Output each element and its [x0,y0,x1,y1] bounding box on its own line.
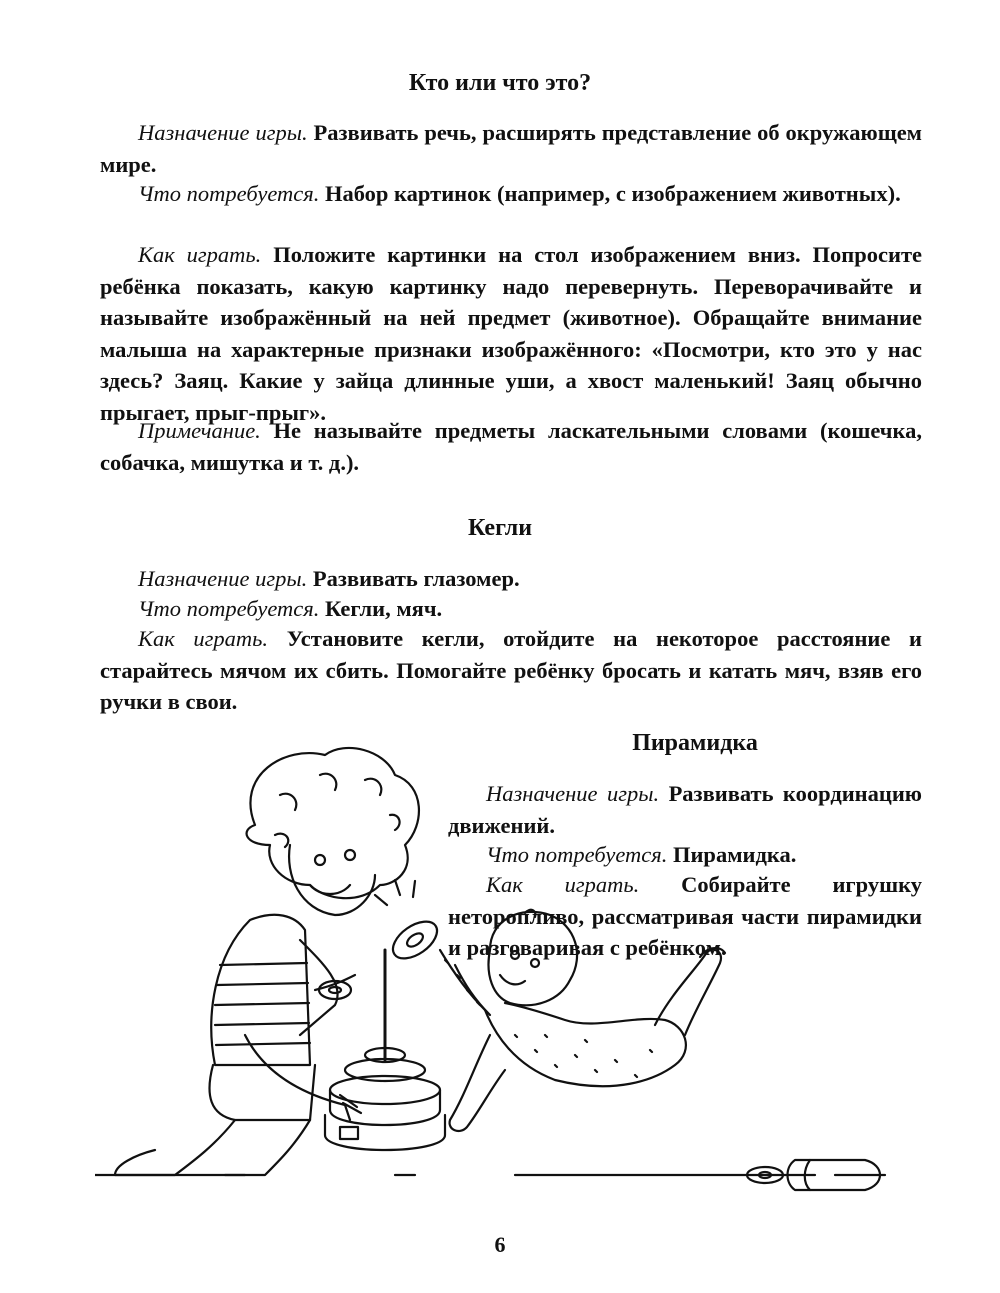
paragraph-text: Развивать координацию движений. [448,781,922,838]
paragraph-text: Набор картинок (например, с изображением животных). [319,181,901,206]
paragraph [100,178,922,210]
section-title: Кто или что это? [408,70,592,96]
mother-baby-pyramid-drawing-icon [95,735,895,1215]
paragraph [100,593,922,625]
paragraph [100,117,922,180]
paragraph-text: Положите картинки на стол изображением вниз. Попросите ребёнка показать, какую картинку надо перевернуть. Переворачивайте и называйте изображённый на ней предмет (животное). Обращайте внимание малыша на характерные признаки изображённого: «Посмотри, кто это у нас здесь? Заяц. Какие у зайца длинные уши, а хвост маленький! Заяц обычно прыгает, прыг-прыг». [100,242,923,425]
paragraph-text: Не называйте предметы ласкательными словами (кошечка, собачка, мишутка и т. д.). [100,418,922,475]
paragraph-text: Собирайте игрушку неторопливо, рассматривая части пирамидки и разговаривая с ребёнком. [448,872,922,960]
paragraph-text: Кегли, мяч. [319,596,443,621]
paragraph-lead: Примечание. [138,418,261,443]
paragraph-lead: Как играть. [138,242,262,267]
paragraph-text: Развивать речь, расширять представление об окружающем мире. [100,120,923,177]
paragraph-lead: Назначение игры. [138,120,308,145]
section-title: Пирамидка [632,730,758,756]
section-title: Кегли [467,515,533,541]
paragraph-lead: Назначение игры. [486,781,660,806]
paragraph-lead: Как играть. [138,626,269,651]
paragraph-lead: Назначение игры. [138,566,308,591]
paragraph-lead: Что потребуется. [486,842,668,867]
paragraph-text: Пирамидка. [667,842,797,867]
paragraph-lead: Как играть. [486,872,640,897]
paragraph-lead: Что потребуется. [138,596,320,621]
paragraph [100,623,922,718]
paragraph-text: Развивать глазомер. [307,566,520,591]
paragraph [100,563,922,595]
page-number: 6 [494,1232,506,1257]
paragraph-lead: Что потребуется. [138,181,320,206]
paragraph [100,415,922,478]
paragraph [100,239,922,428]
paragraph-text: Установите кегли, отойдите на некоторое расстояние и старайтесь мячом их сбить. Помогайте ребёнку бросать и катать мяч, взяв его ручки в свои. [100,626,922,714]
